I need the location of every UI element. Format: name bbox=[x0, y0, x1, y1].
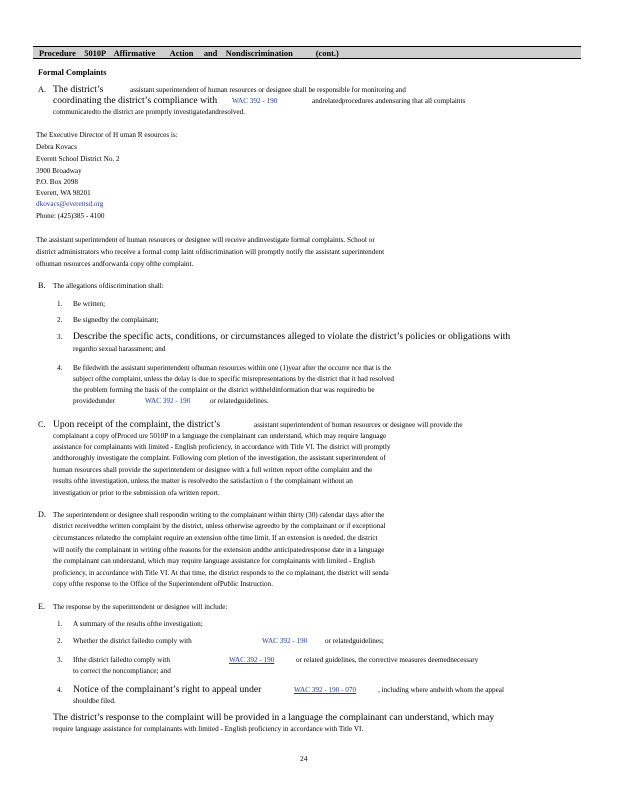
d-line2: district receivedthe written complaint by the district, unless otherwise agreedto by the complainant or if exceptional bbox=[53, 522, 386, 530]
b-item-2: Be signedby the complainant; bbox=[73, 316, 159, 324]
b-num-3: 3. bbox=[57, 333, 63, 341]
e-num-2: 2. bbox=[57, 637, 63, 645]
c-line5: human resources shall provide the superintendent or designee with a full written report ofthe complaint and the bbox=[53, 466, 373, 474]
e-item-1: A summary of the results ofthe investigation; bbox=[73, 620, 203, 628]
wac-link-e2[interactable]: WAC 392 - 190 bbox=[262, 637, 308, 645]
e-num-3: 3. bbox=[57, 656, 63, 664]
b-item-1: Be written; bbox=[73, 300, 106, 308]
d-line7: copy ofthe response to the Office of the Superintendent ofPublic Instruction. bbox=[53, 580, 274, 588]
b-intro: The allegations ofdiscrimination shall: bbox=[53, 282, 164, 290]
contact-line-title: The Executive Director of H uman R esources is: bbox=[36, 131, 178, 139]
d-line4: will notify the complainant in writing ofthe reasons for the extension andthe anticipatedresponse date in a language bbox=[53, 546, 385, 554]
b-item-4-line4-rest: or relatedguidelines. bbox=[210, 397, 269, 405]
contact-city: Everett, WA 98201 bbox=[36, 189, 91, 197]
e-item-4-rest: , including where andwith whom the appeal bbox=[378, 686, 504, 694]
e-item-2-rest: or relatedguidelines; bbox=[325, 637, 384, 645]
e-num-4: 4. bbox=[57, 686, 63, 694]
e-item-4-start: Notice of the complainant’s right to appeal under bbox=[73, 684, 262, 695]
contact-po-box: P.O. Box 2098 bbox=[36, 178, 78, 186]
item-label-e: E. bbox=[38, 602, 46, 611]
a-line1-rest: assistant superintendent of human resources or designee shall be responsible for monitoring and bbox=[130, 86, 406, 94]
b-item-4-line4: providedunder bbox=[73, 397, 115, 405]
b-item-4-line2: subject ofthe complaint, unless the delay is due to specific misrepresentations by the district that it had resolved bbox=[73, 375, 394, 383]
contact-name: Debra Kovacs bbox=[36, 143, 77, 151]
item-label-a: A. bbox=[38, 85, 46, 94]
c-line4: andthoroughly investigate the complaint. Following com pletion of the investigation, the assistant superintendent of bbox=[53, 454, 386, 462]
item-label-d: D. bbox=[38, 510, 46, 519]
page-number: 24 bbox=[300, 754, 308, 763]
c-line7: investigation or prior to the submission ofa written report. bbox=[53, 489, 220, 497]
para1-line3: ofhuman resources andforwarda copy ofthe complaint. bbox=[36, 260, 194, 268]
para1-line1: The assistant superintendent of human resources or designee will receive andinvestigate formal complaints. School or bbox=[36, 236, 375, 244]
d-line5: the complainant can understand, which may require language assistance for complainants with limited - English bbox=[53, 557, 375, 565]
a-line3: communicatedto the district are promptly investigatedandresolved. bbox=[53, 108, 246, 116]
e-item-2: Whether the district failedto comply with bbox=[73, 637, 192, 645]
section-heading-formal-complaints: Formal Complaints bbox=[38, 68, 107, 77]
e-item-3-rest: or related guidelines, the corrective measures deemednecessary bbox=[296, 656, 479, 664]
a-line2-start: coordinating the district’s compliance with bbox=[53, 95, 218, 106]
c-line6: results ofthe investigation, unless the matter is resolvedto the satisfaction o f the complainant without an bbox=[53, 477, 353, 485]
e-item-3: Ifthe district failedto comply with bbox=[73, 656, 171, 664]
wac-link-e4[interactable]: WAC 392 - 190 - 070 bbox=[294, 686, 357, 694]
c-line1-start: Upon receipt of the complaint, the district’s bbox=[53, 419, 221, 430]
contact-street: 3900 Broadway bbox=[36, 167, 82, 175]
contact-organization: Everett School District No. 2 bbox=[36, 155, 120, 163]
wac-link-b4[interactable]: WAC 392 - 190 bbox=[145, 397, 191, 405]
contact-phone: Phone: (425)385 - 4100 bbox=[36, 212, 105, 220]
a-line1-start: The district’s bbox=[53, 84, 104, 95]
wac-link-a[interactable]: WAC 392 - 190 bbox=[232, 97, 278, 105]
b-item-4-line1: Be filedwith the assistant superintendent ofhuman resources within one (1)year after the occurre nce that is the bbox=[73, 364, 392, 372]
e-item-4-line2: shouldbe filed. bbox=[73, 697, 116, 705]
c-line3: assistance for complainants with limited - English proficiency, in accordance with Title VI. The district will promptly bbox=[53, 443, 391, 451]
d-line6: proficiency, in accordance with Title VI. At that time, the district responds to the co mplainant, the district will senda bbox=[53, 569, 389, 577]
e-item-3-line2: to correct the noncompliance; and bbox=[73, 667, 171, 675]
procedure-header: Procedure 5010P Affirmative Action and Nondiscrimination (cont.) bbox=[33, 46, 581, 59]
e-num-1: 1. bbox=[57, 620, 63, 628]
c-line1-rest: assistant superintendent of human resources or designee will provide the bbox=[254, 421, 463, 429]
d-line1: The superintendent or designee shall respondin writing to the complainant within thirty (30) calendar days after the bbox=[53, 511, 385, 519]
b-item-4-line3: the problem forming the basis of the complaint or the district withheldinformation that was requiredto be bbox=[73, 386, 375, 394]
final-line2: require language assistance for complainants with limited - English proficiency in accordance with Title VI. bbox=[53, 725, 364, 733]
b-num-2: 2. bbox=[57, 316, 63, 324]
b-item-3-line1: Describe the specific acts, conditions, or circumstances alleged to violate the district’s policies or obligations with bbox=[73, 331, 511, 342]
a-line2-rest: andrelatedprocedures andensuring that all complaints bbox=[312, 97, 466, 105]
b-item-3-line2: regardto sexual harassment; and bbox=[73, 345, 166, 353]
item-label-b: B. bbox=[38, 281, 46, 290]
e-intro: The response by the superintendent or designee will include: bbox=[53, 603, 228, 611]
d-line3: circumstances relatedto the complaint require an extension ofthe time limit. If an extension is needed, the district bbox=[53, 534, 378, 542]
contact-email-link[interactable]: dkovacs@everettsd.org bbox=[36, 200, 104, 208]
final-line1: The district’s response to the complaint will be provided in a language the complainant can understand, which may bbox=[53, 712, 495, 723]
b-num-4: 4. bbox=[57, 364, 63, 372]
wac-link-e3[interactable]: WAC 392 - 190 bbox=[229, 656, 275, 664]
para1-line2: district administrators who receive a formal comp laint ofdiscrimination will promptly notify the assistant superintendent bbox=[36, 248, 385, 256]
b-num-1: 1. bbox=[57, 300, 63, 308]
item-label-c: C. bbox=[38, 420, 46, 429]
c-line2: complainant a copy ofProced ure 5010P in a language the complainant can understand, which may require language bbox=[53, 432, 387, 440]
